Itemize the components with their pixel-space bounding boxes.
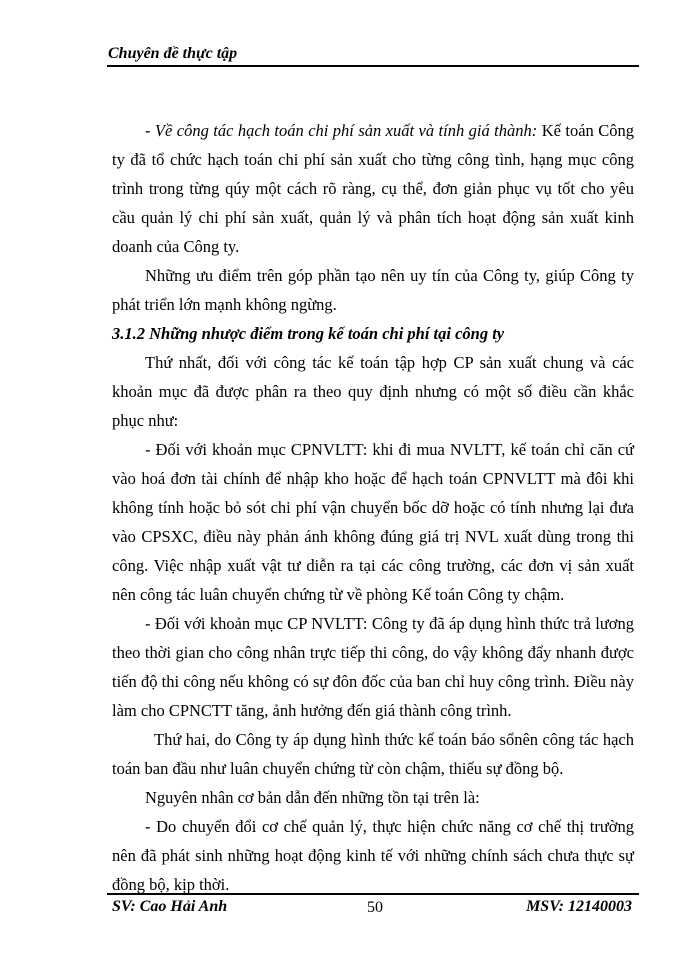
paragraph-cpnvltt-issue: - Đối với khoản mục CPNVLTT: khi đi mua NVLTT, kế toán chỉ căn cứ vào hoá đơn tài chính để nhập kho hoặc để hạch toán CPNVLTT mà đôi khi không tính hoặc bỏ sót chi phí vận chuyển bốc dỡ hoặc có tính nhưng lại đưa vào CPSXC, điều này phản ánh không đúng giá trị NVL xuất dùng trong thi công. Việc nhập xuất vật tư diễn ra tại các công trường, các đơn vị sản xuất nên công tác luân chuyển chứng từ về phòng Kế toán Công ty chậm. — [112, 440, 634, 604]
paragraph-second-issue: Thứ hai, do Công ty áp dụng hình thức kế toán báo sổnên công tác hạch toán ban đầu như luân chuyển chứng từ còn chậm, thiếu sự đồng bộ. — [112, 730, 634, 778]
footer-page-number: 50 — [367, 899, 383, 916]
footer-student-id: MSV: 12140003 — [526, 898, 632, 915]
footer-student-name: SV: Cao Hải Anh — [112, 898, 228, 915]
paragraph-text: Kế toán Công ty đã tổ chức hạch toán chi phí sản xuất cho từng công tình, hạng mục công trình trong từng qúy một cách rõ ràng, cụ thể, đơn giản phục vụ tốt cho yêu cầu quản lý chi phí sản xuất, quản lý và phân tích hoạt động sản xuất kinh doanh của Công ty. — [112, 121, 634, 256]
paragraph-cp-nvltt-issue: - Đối với khoản mục CP NVLTT: Công ty đã áp dụng hình thức trả lương theo thời gian cho công nhân trực tiếp thi công, do vậy không đẩy nhanh được tiến độ thi công nếu không có sự đôn đốc của ban chỉ huy công trình. Điều này làm cho CPNCTT tăng, ảnh hưởng đến giá thành công trình. — [112, 614, 634, 720]
document-footer — [112, 898, 632, 920]
footer-divider — [107, 893, 639, 895]
section-heading-3-1-2: 3.1.2 Những nhược điểm trong kế toán chi phí tại công ty — [112, 324, 505, 343]
document-body — [112, 116, 634, 899]
document-header-title: Chuyên đề thực tập — [108, 45, 238, 62]
paragraph-lead-phrase: - Về công tác hạch toán chi phí sản xuất và tính giá thành: — [145, 121, 538, 140]
paragraph-first-issue: Thứ nhất, đối với công tác kế toán tập hợp CP sản xuất chung và các khoản mục đã được phân ra theo quy định nhưng có một số điều cần khắc phục như: — [112, 353, 634, 430]
paragraph-root-cause-item: - Do chuyển đổi cơ chế quản lý, thực hiện chức năng cơ chế thị trường nên đã phát sinh những hoạt động kinh tế với những chính sách chưa thực sự đồng bộ, kịp thời. — [112, 817, 634, 894]
paragraph-root-causes-intro: Nguyên nhân cơ bản dẫn đến những tồn tại trên là: — [145, 788, 480, 807]
paragraph-cost-accounting-strengths — [112, 116, 634, 261]
header-divider — [107, 65, 639, 67]
paragraph-strengths-summary: Những ưu điểm trên góp phần tạo nên uy tín của Công ty, giúp Công ty phát triển lớn mạnh không ngừng. — [112, 266, 634, 314]
